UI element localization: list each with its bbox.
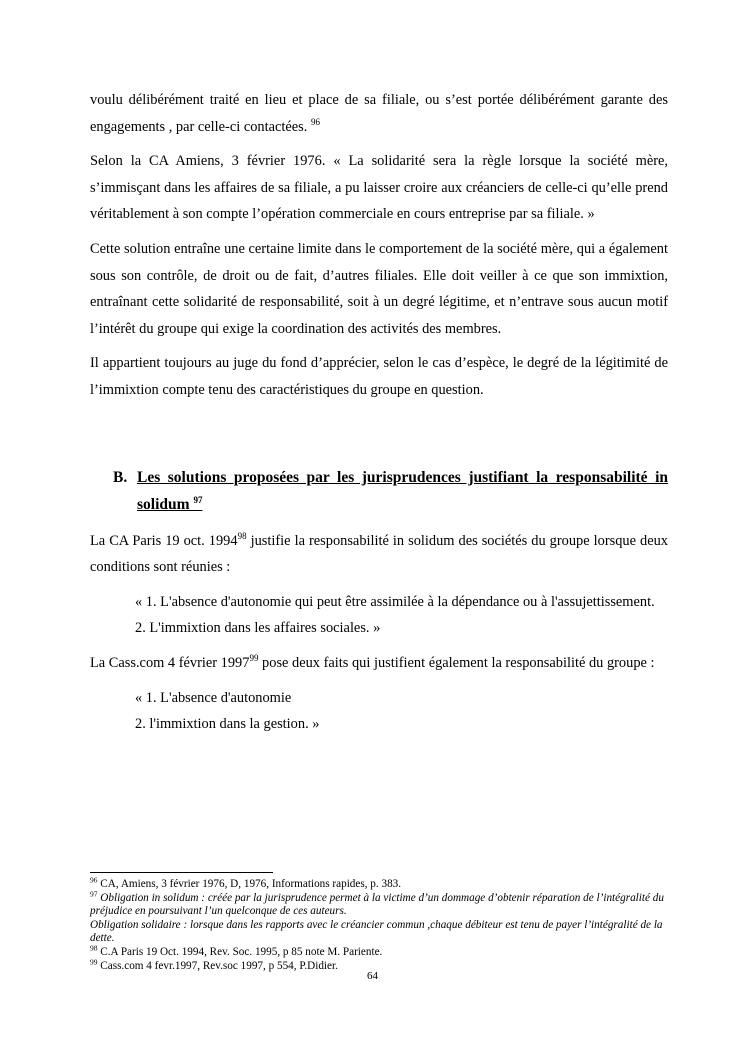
- paragraph: [90, 528, 668, 581]
- footnote-text: CA, Amiens, 3 février 1976, D, 1976, Informations rapides, p. 383.: [97, 878, 402, 890]
- quote: [135, 685, 668, 738]
- paragraph: [90, 650, 668, 677]
- quote-line: 2. L'immixtion dans les affaires sociales. »: [135, 620, 381, 637]
- text: La Cass.com 4 février 1997: [90, 654, 250, 671]
- footnote-divider: [90, 872, 273, 873]
- footnote-text: Obligation in solidum : créée par la jurisprudence permet à la victime d’un dommage d’obtenir réparation de l’intégralité du préjudice en poursuivant l’un quelconque de ces auteurs.: [90, 891, 664, 918]
- footnote-ref[interactable]: 97: [193, 494, 203, 505]
- text: justifie la responsabilité in solidum des sociétés du groupe lorsque deux conditions sont réunies :: [90, 532, 668, 576]
- footnote-number: 96: [90, 875, 98, 885]
- footnote-number: 98: [90, 943, 98, 953]
- paragraph: [90, 87, 668, 140]
- footnote: [90, 888, 670, 919]
- footnote-text: C.A Paris 19 Oct. 1994, Rev. Soc. 1995, p 85 note M. Pariente.: [97, 945, 383, 958]
- footnotes: [90, 872, 670, 973]
- footnote: [90, 875, 670, 892]
- footnote-number: 99: [90, 956, 98, 966]
- quote-line: « 1. L'absence d'autonomie qui peut être assimilée à la dépendance ou à l'assujettissement.: [135, 593, 655, 610]
- paragraph: Selon la CA Amiens, 3 février 1976. « La solidarité sera la règle lorsque la société mère, s’immisçant dans les affaires de sa filiale, a pu laisser croire aux créanciers de celle-ci qu’elle prend véritablement à son compte l’opération commerciale en cours entreprise par sa filiale. »: [90, 153, 668, 223]
- paragraph: Cette solution entraîne une certaine limite dans le comportement de la société mère, qui a également sous son contrôle, de droit ou de fait, d’autres filiales. Elle doit veiller à ce que son immixtion, entraînant cette solidarité de responsabilité, soit à un degré légitime, et n’entrave sous aucun motif l’intérêt du groupe qui exige la coordination des activités des membres.: [90, 240, 668, 337]
- quote-line: « 1. L'absence d'autonomie: [135, 689, 292, 706]
- footnote-text: Cass.com 4 fevr.1997, Rev.soc 1997, p 554, P.Didier.: [97, 959, 338, 972]
- heading-text: [137, 464, 668, 518]
- quote: [135, 589, 668, 642]
- footnote-ref[interactable]: 98: [237, 530, 247, 541]
- heading-label: Les solutions proposées par les jurisprudences justifiant la responsabilité in solidum: [137, 468, 668, 513]
- section-heading: [113, 464, 668, 518]
- text: La CA Paris 19 oct. 1994: [90, 532, 238, 549]
- page-body: [90, 87, 668, 746]
- heading-letter: B.: [113, 468, 128, 486]
- text: pose deux faits qui justifient également la responsabilité du groupe :: [258, 654, 655, 671]
- footnote-text: Obligation solidaire : lorsque dans les rapports avec le créancier commun ,chaque débiteur est tenu de payer l’intégralité de la dette.: [90, 918, 663, 945]
- footnote-ref[interactable]: 96: [310, 116, 320, 127]
- quote-line: 2. l'immixtion dans la gestion. »: [135, 716, 320, 733]
- footnote-ref[interactable]: 99: [249, 653, 259, 664]
- page-number: 64: [367, 970, 378, 982]
- footnote: [90, 943, 670, 960]
- paragraph-text: voulu délibérément traité en lieu et place de sa filiale, ou s’est portée délibérément garante des engagements , par celle-ci contactées.: [90, 92, 668, 135]
- footnote: [90, 919, 670, 946]
- footnote-number: 97: [90, 888, 98, 898]
- paragraph: Il appartient toujours au juge du fond d’apprécier, selon le cas d’espèce, le degré de la légitimité de l’immixtion compte tenu des caractéristiques du groupe en question.: [90, 355, 668, 398]
